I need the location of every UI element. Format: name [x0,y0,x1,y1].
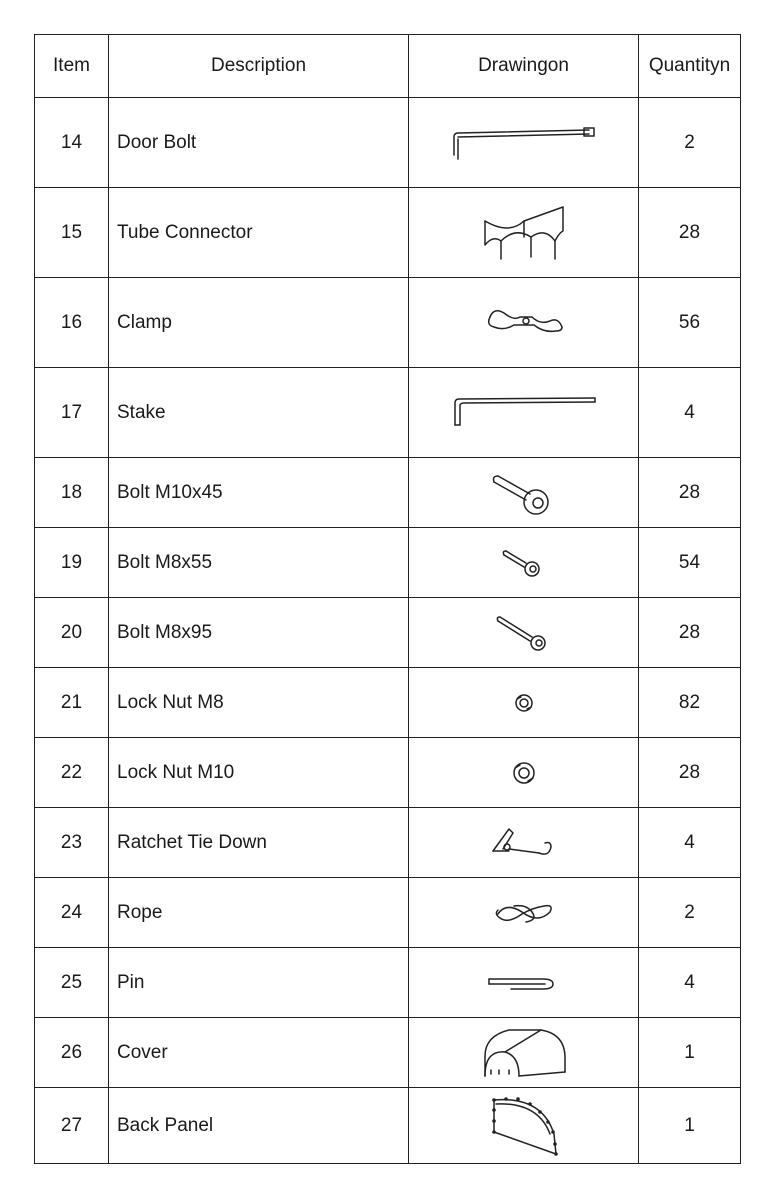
item-quantity: 4 [639,808,741,878]
table-row [35,808,741,878]
cover-icon [479,1024,569,1082]
item-number: 27 [35,1088,109,1164]
item-quantity: 54 [639,528,741,598]
item-quantity: 28 [639,188,741,278]
ratchet-tie-down-icon [489,823,559,863]
rope-icon [492,898,556,928]
item-number: 15 [35,188,109,278]
item-quantity: 1 [639,1018,741,1088]
item-number: 19 [35,528,109,598]
item-description: Lock Nut M8 [109,668,409,738]
table-row [35,738,741,808]
item-number: 17 [35,368,109,458]
header-drawing: Drawingon [409,35,639,98]
parts-table [34,34,741,1164]
item-quantity: 82 [639,668,741,738]
table-row [35,188,741,278]
table-row [35,878,741,948]
item-number: 23 [35,808,109,878]
bolt-m8x55-icon [502,547,546,579]
table-row [35,668,741,738]
item-quantity: 56 [639,278,741,368]
door-bolt-icon [444,123,604,163]
stake-icon [449,393,599,433]
item-number: 22 [35,738,109,808]
lock-nut-m10-icon [509,758,539,788]
item-description: Clamp [109,278,409,368]
item-quantity: 4 [639,368,741,458]
item-description: Bolt M8x55 [109,528,409,598]
item-number: 24 [35,878,109,948]
item-quantity: 4 [639,948,741,1018]
tube-connector-icon [479,201,569,265]
item-number: 21 [35,668,109,738]
item-quantity: 28 [639,458,741,528]
item-quantity: 2 [639,98,741,188]
item-description: Stake [109,368,409,458]
bolt-m10x45-icon [492,468,556,518]
bolt-m8x95-icon [496,613,552,653]
item-number: 14 [35,98,109,188]
item-quantity: 2 [639,878,741,948]
item-description: Bolt M10x45 [109,458,409,528]
item-description: Tube Connector [109,188,409,278]
back-panel-icon [484,1094,564,1158]
item-number: 26 [35,1018,109,1088]
item-number: 18 [35,458,109,528]
clamp-icon [484,303,564,343]
item-description: Lock Nut M10 [109,738,409,808]
header-quantity: Quantityn [639,35,741,98]
header-item: Item [35,35,109,98]
item-number: 25 [35,948,109,1018]
item-quantity: 28 [639,738,741,808]
item-description: Rope [109,878,409,948]
header-description: Description [109,35,409,98]
item-quantity: 28 [639,598,741,668]
item-quantity: 1 [639,1088,741,1164]
item-description: Door Bolt [109,98,409,188]
table-row [35,458,741,528]
table-row [35,1088,741,1164]
table-row [35,98,741,188]
item-description: Pin [109,948,409,1018]
pin-icon [487,971,561,995]
item-description: Back Panel [109,1088,409,1164]
table-row [35,1018,741,1088]
table-row [35,278,741,368]
item-description: Bolt M8x95 [109,598,409,668]
item-description: Cover [109,1018,409,1088]
table-row [35,598,741,668]
table-row [35,368,741,458]
item-number: 20 [35,598,109,668]
table-row [35,948,741,1018]
table-row [35,528,741,598]
header-row [35,35,741,98]
item-number: 16 [35,278,109,368]
lock-nut-m8-icon [512,691,536,715]
item-description: Ratchet Tie Down [109,808,409,878]
